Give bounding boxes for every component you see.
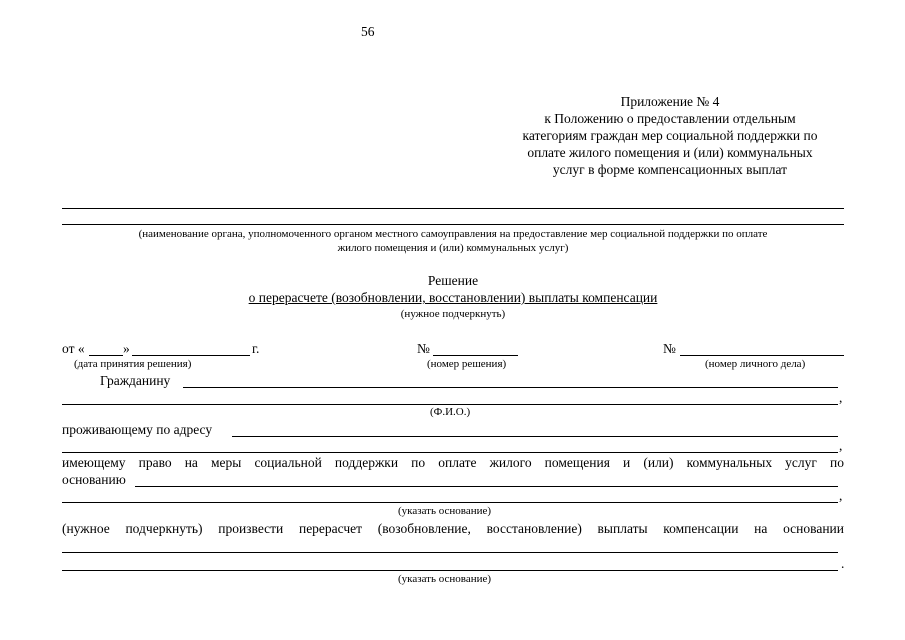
basis-line-2 <box>62 502 838 503</box>
recalc-line-1 <box>62 552 838 553</box>
appendix-line-3: оплате жилого помещения и (или) коммунальных <box>527 145 813 160</box>
date-caption: (дата принятия решения) <box>74 358 192 370</box>
appendix-title: Приложение № 4 <box>620 94 720 109</box>
address-line-2 <box>62 452 838 453</box>
basis-line <box>135 486 838 487</box>
basis-caption-2: (указать основание) <box>398 573 492 585</box>
citizen-line <box>183 387 838 388</box>
address-label: проживающему по адресу <box>62 422 213 437</box>
organ-caption-line-2: жилого помещения и (или) коммунальных услуг) <box>337 242 569 254</box>
decision-number-sign: № <box>417 341 430 356</box>
citizen-comma: , <box>839 390 843 405</box>
basis-comma: , <box>839 488 843 503</box>
date-mid: » <box>123 341 130 356</box>
appendix-line-1: к Положению о предоставлении отдельным <box>544 111 796 126</box>
case-number-sign: № <box>663 341 676 356</box>
decision-title: Решение <box>427 273 479 288</box>
recalc-line-2 <box>62 570 838 571</box>
date-prefix: от « <box>62 341 85 356</box>
date-day-line <box>89 355 123 356</box>
organ-caption-line-1: (наименование органа, уполномоченного органом местного самоуправления на предоставление мер социальной поддержки по оплате <box>138 228 768 240</box>
case-number-line <box>680 355 844 356</box>
page-number: 56 <box>361 24 375 39</box>
case-number-caption: (номер личного дела) <box>705 358 806 370</box>
decision-number-caption: (номер решения) <box>427 358 507 370</box>
recalc-text: (нужное подчеркнуть) произвести перерасчет (возобновление, восстановление) выплаты компенсации на основании <box>62 521 844 536</box>
address-comma: , <box>839 438 843 453</box>
appendix-line-2: категориям граждан мер социальной поддержки по <box>522 128 818 143</box>
decision-number-line <box>433 355 518 356</box>
basis-label: основанию <box>62 472 126 487</box>
date-month-line <box>132 355 250 356</box>
organ-name-line-1 <box>62 208 844 209</box>
citizen-line-2 <box>62 404 838 405</box>
fio-caption: (Ф.И.О.) <box>430 406 471 418</box>
organ-caption <box>62 227 844 255</box>
organ-name-line-2 <box>62 224 844 225</box>
address-line <box>232 436 838 437</box>
right-text: имеющему право на меры социальной поддержки по оплате жилого помещения и (или) коммунальных услуг по <box>62 455 844 470</box>
appendix-block <box>490 93 850 178</box>
recalc-period: . <box>841 556 845 571</box>
basis-caption-1: (указать основание) <box>398 505 492 517</box>
decision-subtitle: о перерасчете (возобновлении, восстановлении) выплаты компенсации <box>248 290 658 305</box>
date-year-suffix: г. <box>252 341 260 356</box>
decision-note: (нужное подчеркнуть) <box>400 308 506 320</box>
appendix-line-4: услуг в форме компенсационных выплат <box>552 162 788 177</box>
citizen-label: Гражданину <box>100 373 171 388</box>
